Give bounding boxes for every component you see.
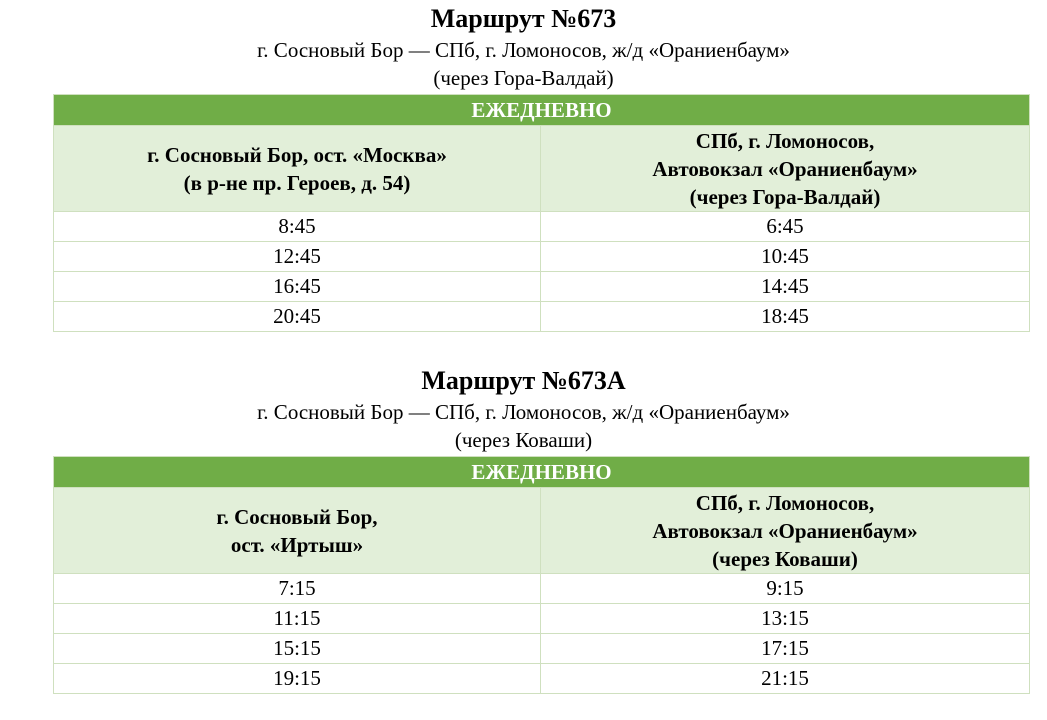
daily-label: ЕЖЕДНЕВНО — [54, 95, 1030, 126]
route-title: Маршрут №673А — [421, 366, 626, 395]
header-line: СПб, г. Ломоносов, — [695, 490, 875, 515]
header-line: (через Гора-Валдай) — [689, 184, 881, 209]
route-title: Маршрут №673 — [430, 4, 617, 33]
route-673a-section — [0, 364, 1047, 690]
departure-time: 12:45 — [54, 242, 541, 272]
return-time: 6:45 — [541, 212, 1030, 242]
return-time: 17:15 — [541, 634, 1030, 664]
table-row — [54, 242, 1030, 272]
route-via: (через Коваши) — [454, 428, 593, 452]
route-673-section — [0, 2, 1047, 328]
header-line: Автовокзал «Ораниенбаум» — [652, 156, 918, 181]
header-line: г. Сосновый Бор, ост. «Москва» — [147, 142, 447, 167]
arrival-stop-header — [541, 126, 1030, 212]
departure-time: 16:45 — [54, 272, 541, 302]
header-line: СПб, г. Ломоносов, — [695, 128, 875, 153]
daily-label: ЕЖЕДНЕВНО — [54, 457, 1030, 488]
route-subtitle: г. Сосновый Бор — СПб, г. Ломоносов, ж/д «Ораниенбаум» — [257, 400, 790, 424]
table-row — [54, 272, 1030, 302]
departure-time: 8:45 — [54, 212, 541, 242]
daily-header-row — [54, 95, 1030, 126]
return-time: 21:15 — [541, 664, 1030, 694]
return-time: 9:15 — [541, 574, 1030, 604]
header-line: ост. «Иртыш» — [230, 532, 364, 557]
route-via: (через Гора-Валдай) — [433, 66, 614, 90]
table-row — [54, 574, 1030, 604]
schedule-table — [53, 456, 1030, 694]
departure-stop-header — [54, 488, 541, 574]
departure-time: 20:45 — [54, 302, 541, 332]
departure-time: 7:15 — [54, 574, 541, 604]
departure-time: 11:15 — [54, 604, 541, 634]
column-header-row — [54, 126, 1030, 212]
header-line: (в р-не пр. Героев, д. 54) — [183, 170, 411, 195]
header-line: Автовокзал «Ораниенбаум» — [652, 518, 918, 543]
header-line: (через Коваши) — [712, 546, 858, 571]
departure-stop-header — [54, 126, 541, 212]
column-header-row — [54, 488, 1030, 574]
return-time: 10:45 — [541, 242, 1030, 272]
header-line: г. Сосновый Бор, — [216, 504, 378, 529]
table-row — [54, 302, 1030, 332]
return-time: 14:45 — [541, 272, 1030, 302]
return-time: 18:45 — [541, 302, 1030, 332]
daily-header-row — [54, 457, 1030, 488]
return-time: 13:15 — [541, 604, 1030, 634]
table-row — [54, 634, 1030, 664]
departure-time: 15:15 — [54, 634, 541, 664]
schedule-table — [53, 94, 1030, 332]
arrival-stop-header — [541, 488, 1030, 574]
departure-time: 19:15 — [54, 664, 541, 694]
table-row — [54, 604, 1030, 634]
table-row — [54, 212, 1030, 242]
table-row — [54, 664, 1030, 694]
route-subtitle: г. Сосновый Бор — СПб, г. Ломоносов, ж/д «Ораниенбаум» — [257, 38, 790, 62]
